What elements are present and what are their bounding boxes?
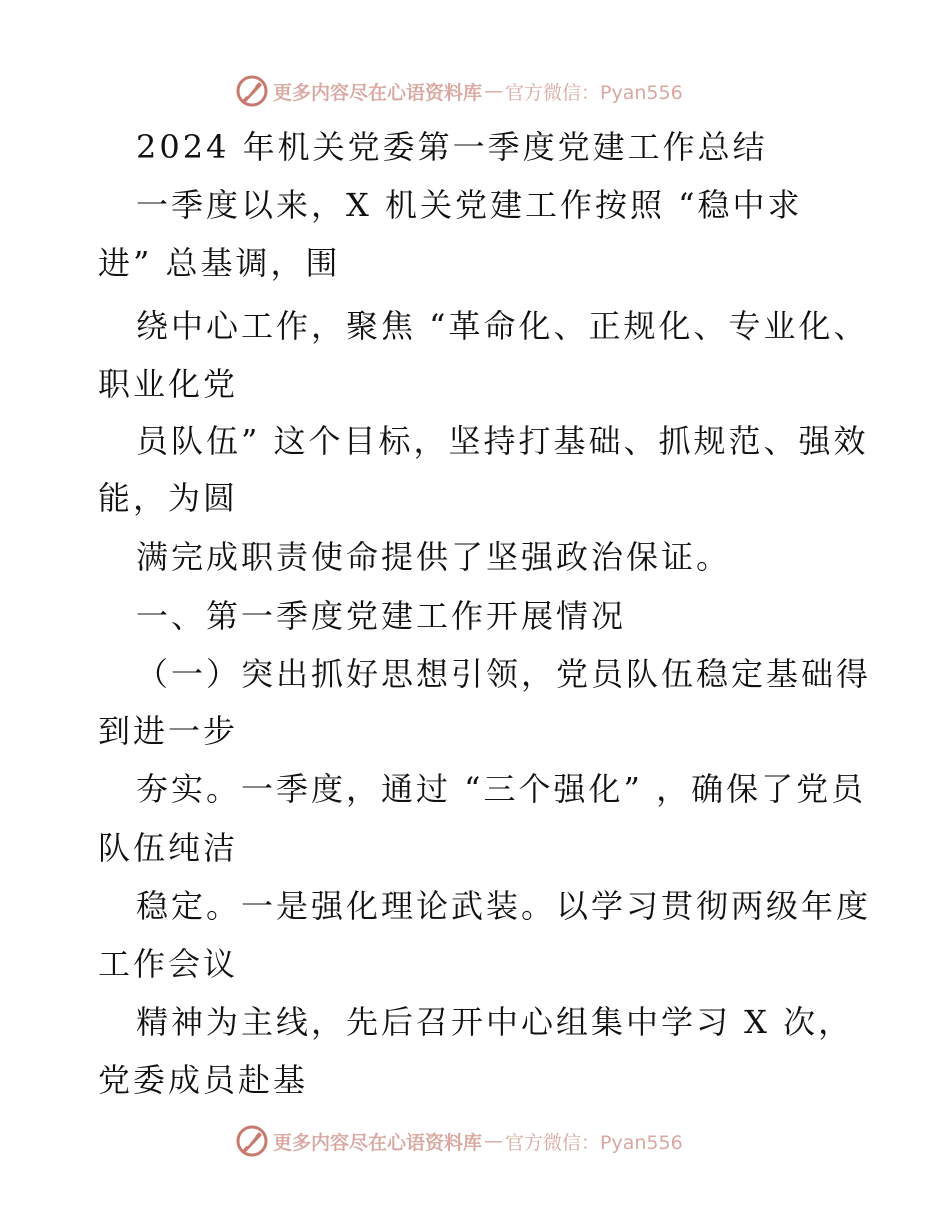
watermark-separator: — [484, 1130, 504, 1152]
watermark-site-text: 更多内容尽在心语资料库 [273, 1131, 483, 1154]
watermark-separator: — [484, 80, 504, 102]
feather-pen-logo-icon [235, 1124, 269, 1158]
paragraph-line: 队伍纯洁 [98, 829, 239, 867]
footer-watermark [235, 1121, 835, 1161]
watermark-contact-text: 官方微信：Pyan556 [505, 81, 683, 104]
watermark-site-text: 更多内容尽在心语资料库 [273, 81, 483, 104]
paragraph-line: 能，为圆 [98, 479, 239, 517]
paragraph-line: 夯实。一季度，通过 “三个强化” ，确保了党员 [136, 770, 867, 808]
subsection-heading: （一）突出抓好思想引领，党员队伍稳定基础得 [136, 655, 872, 693]
paragraph-line: 绕中心工作，聚焦 “革命化、正规化、专业化、 [136, 307, 869, 345]
paragraph-line: 一季度以来，X 机关党建工作按照 “稳中求 [136, 186, 803, 224]
document-title: 2024 年机关党委第一季度党建工作总结 [136, 128, 768, 166]
paragraph-line: 员队伍” 这个目标，坚持打基础、抓规范、强效 [136, 422, 869, 460]
feather-pen-logo-icon [235, 74, 269, 108]
header-watermark [235, 71, 835, 111]
paragraph-line: 满完成职责使命提供了坚强政治保证。 [136, 538, 732, 576]
paragraph-line: 精神为主线，先后召开中心组集中学习 X 次， [136, 1003, 854, 1041]
paragraph-line: 工作会议 [98, 945, 239, 983]
section-heading: 一、第一季度党建工作开展情况 [136, 597, 627, 635]
paragraph-line: 进” 总基调，围 [98, 244, 341, 282]
paragraph-line: 党委成员赴基 [98, 1061, 309, 1099]
paragraph-line: 稳定。一是强化理论武装。以学习贯彻两级年度 [136, 887, 872, 925]
watermark-contact-text: 官方微信：Pyan556 [505, 1131, 683, 1154]
paragraph-line: 到进一步 [98, 712, 239, 750]
paragraph-line: 职业化党 [98, 365, 239, 403]
